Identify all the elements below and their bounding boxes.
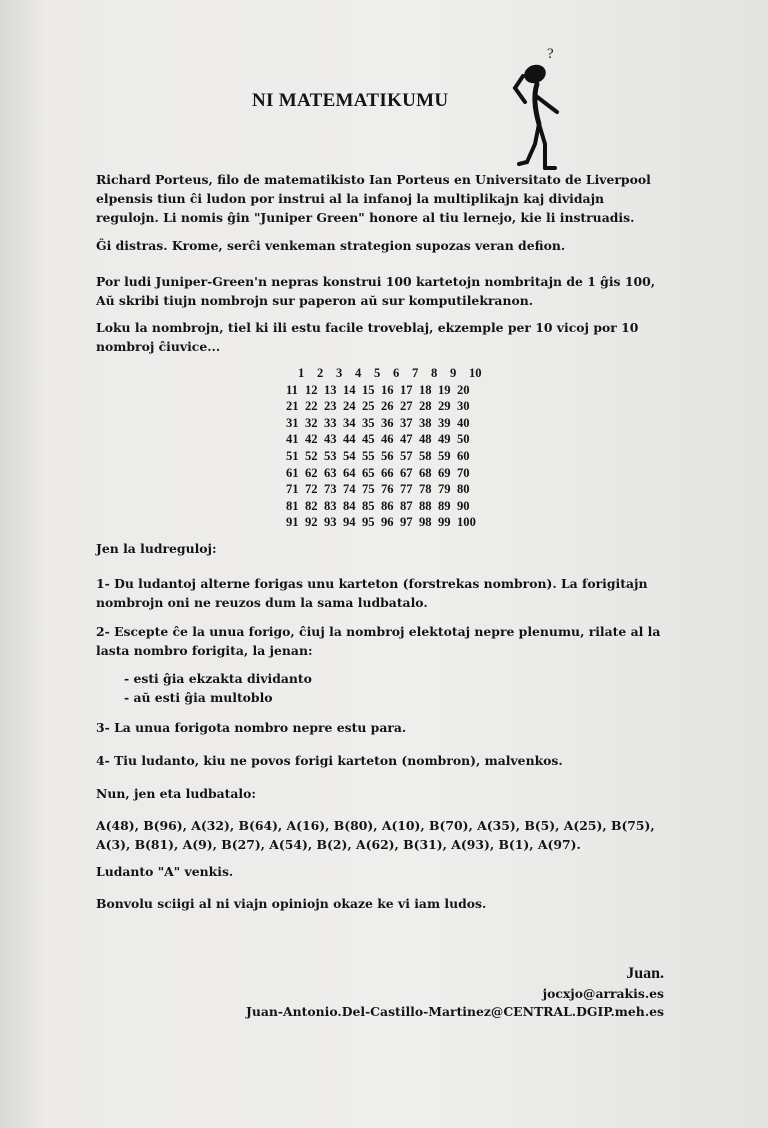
grid-number: 2: [317, 366, 324, 380]
grid-row: [286, 481, 488, 498]
grid-number: 81: [286, 498, 299, 513]
grid-number: 35: [362, 415, 375, 430]
thinking-stick-figure-icon: [505, 40, 575, 175]
grid-number: 75: [362, 482, 375, 497]
grid-number: 19: [438, 382, 451, 397]
grid-row: [286, 514, 488, 531]
grid-row: [286, 498, 488, 515]
grid-number: 90: [457, 498, 470, 513]
grid-number: 97: [400, 515, 413, 530]
grid-number: 12: [305, 382, 318, 397]
grid-number: 28: [419, 399, 432, 414]
grid-number: 61: [286, 465, 299, 480]
number-grid: [286, 365, 488, 531]
signature-email-2: Juan-Antonio.Del-Castillo-Martinez@CENTRAL.DGIP.meh.es: [245, 1004, 664, 1019]
grid-number: 91: [286, 515, 299, 530]
grid-number: 72: [305, 482, 318, 497]
grid-number: 26: [381, 399, 394, 414]
rules-heading: Jen la ludreguloj:: [96, 541, 217, 556]
grid-number: 10: [469, 366, 482, 380]
grid-number: 6: [393, 366, 400, 380]
grid-number: 43: [324, 432, 337, 447]
grid-number: 44: [343, 432, 356, 447]
grid-number: 84: [343, 498, 356, 513]
grid-number: 50: [457, 432, 470, 447]
grid-number: 3: [336, 366, 343, 380]
grid-number: 45: [362, 432, 375, 447]
grid-number: 49: [438, 432, 451, 447]
grid-number: 48: [419, 432, 432, 447]
grid-number: 23: [324, 399, 337, 414]
grid-number: 89: [438, 498, 451, 513]
grid-number: 76: [381, 482, 394, 497]
grid-number: 96: [381, 515, 394, 530]
closing-line: Bonvolu sciigi al ni viajn opiniojn okaze ke vi iam ludos.: [96, 896, 487, 911]
grid-number: 64: [343, 465, 356, 480]
grid-row: [286, 448, 488, 465]
condition-multiple: - aŭ esti ĝia multoblo: [124, 690, 273, 705]
grid-number: 39: [438, 415, 451, 430]
grid-number: 99: [438, 515, 451, 530]
grid-row: [286, 398, 488, 415]
question-mark-glyph: ?: [547, 46, 554, 62]
grid-number: 79: [438, 482, 451, 497]
grid-number: 87: [400, 498, 413, 513]
example-heading: Nun, jen eta ludbatalo:: [96, 786, 256, 801]
grid-number: 67: [400, 465, 413, 480]
grid-number: 52: [305, 448, 318, 463]
grid-number: 100: [457, 515, 476, 530]
grid-number: 93: [324, 515, 337, 530]
grid-number: 5: [374, 366, 381, 380]
grid-number: 15: [362, 382, 375, 397]
intro-paragraph: Richard Porteus, filo de matematikisto Ian Porteus en Universitato de Liverpool elpensis tiun ĉi ludon por instrui al la infanoj la multiplikajn kaj dividajn regulojn. Li nomis ĝin "Juniper Green" honore al tiu lernejo, kie li instruadis.: [96, 172, 651, 225]
grid-number: 17: [400, 382, 413, 397]
grid-number: 37: [400, 415, 413, 430]
grid-number: 77: [400, 482, 413, 497]
grid-number: 92: [305, 515, 318, 530]
grid-number: 25: [362, 399, 375, 414]
grid-number: 13: [324, 382, 337, 397]
grid-number: 32: [305, 415, 318, 430]
grid-number: 58: [419, 448, 432, 463]
grid-number: 4: [355, 366, 362, 380]
grid-number: 1: [298, 366, 305, 380]
grid-number: 51: [286, 448, 299, 463]
grid-row: [286, 382, 488, 399]
grid-number: 95: [362, 515, 375, 530]
grid-number: 14: [343, 382, 356, 397]
grid-row: [286, 431, 488, 448]
grid-row: [286, 465, 488, 482]
grid-number: 24: [343, 399, 356, 414]
locate-paragraph: Loku la nombrojn, tiel ki ili estu facile troveblaj, ekzemple per 10 vicoj por 10 nombroj ĉiuvice...: [96, 320, 639, 354]
grid-number: 94: [343, 515, 356, 530]
rule-4: 4- Tiu ludanto, kiu ne povos forigi karteton (nombron), malvenkos.: [96, 753, 563, 768]
signature-name: Juan.: [626, 965, 664, 982]
grid-number: 11: [286, 382, 298, 397]
grid-number: 9: [450, 366, 457, 380]
condition-divisor: - esti ĝia ekzakta dividanto: [124, 671, 312, 686]
grid-number: 82: [305, 498, 318, 513]
grid-number: 60: [457, 448, 470, 463]
grid-number: 47: [400, 432, 413, 447]
rule-1: 1- Du ludantoj alterne forigas unu karteton (forstrekas nombron). La forigitajn nombrojn oni ne reuzos dum la sama ludbatalo.: [96, 576, 648, 610]
grid-number: 71: [286, 482, 299, 497]
grid-number: 20: [457, 382, 470, 397]
grid-number: 54: [343, 448, 356, 463]
grid-row: [286, 415, 488, 432]
grid-number: 55: [362, 448, 375, 463]
grid-number: 18: [419, 382, 432, 397]
grid-number: 86: [381, 498, 394, 513]
grid-number: 21: [286, 399, 299, 414]
grid-number: 16: [381, 382, 394, 397]
grid-number: 41: [286, 432, 299, 447]
example-game: A(48), B(96), A(32), B(64), A(16), B(80), A(10), B(70), A(35), B(5), A(25), B(75), A(3), B(81), A(9), B(27), A(54), B(2), A(62), B(31), A(93), B(1), A(97).: [96, 818, 655, 852]
grid-number: 68: [419, 465, 432, 480]
grid-number: 40: [457, 415, 470, 430]
grid-row: [286, 365, 488, 382]
grid-number: 57: [400, 448, 413, 463]
article-title: NI MATEMATIKUMU: [252, 90, 449, 111]
rule-2: 2- Escepte ĉe la unua forigo, ĉiuj la nombroj elektotaj nepre plenumu, rilate al la lasta nombro forigita, la jenan:: [96, 624, 661, 658]
grid-number: 65: [362, 465, 375, 480]
grid-number: 78: [419, 482, 432, 497]
grid-number: 22: [305, 399, 318, 414]
grid-number: 33: [324, 415, 337, 430]
grid-number: 36: [381, 415, 394, 430]
grid-number: 53: [324, 448, 337, 463]
grid-number: 80: [457, 482, 470, 497]
grid-number: 46: [381, 432, 394, 447]
grid-number: 63: [324, 465, 337, 480]
grid-number: 8: [431, 366, 438, 380]
grid-number: 27: [400, 399, 413, 414]
grid-number: 73: [324, 482, 337, 497]
grid-number: 88: [419, 498, 432, 513]
grid-number: 74: [343, 482, 356, 497]
grid-number: 34: [343, 415, 356, 430]
grid-number: 42: [305, 432, 318, 447]
grid-number: 31: [286, 415, 299, 430]
signature-email-1: jocxjo@arrakis.es: [542, 986, 664, 1001]
howto-paragraph: Por ludi Juniper-Green'n nepras konstrui 100 kartetojn nombritajn de 1 ĝis 100, Aŭ skribi tiujn nombrojn sur paperon aŭ sur komputilekranon.: [96, 274, 656, 308]
grid-number: 30: [457, 399, 470, 414]
winner-line: Ludanto "A" venkis.: [96, 864, 234, 879]
grid-number: 56: [381, 448, 394, 463]
grid-number: 29: [438, 399, 451, 414]
grid-number: 59: [438, 448, 451, 463]
grid-number: 85: [362, 498, 375, 513]
grid-number: 66: [381, 465, 394, 480]
rule-3: 3- La unua forigota nombro nepre estu para.: [96, 720, 407, 735]
grid-number: 69: [438, 465, 451, 480]
fun-paragraph: Ĝi distras. Krome, serĉi venkeman strategion supozas veran defion.: [96, 238, 566, 253]
grid-number: 62: [305, 465, 318, 480]
grid-number: 7: [412, 366, 419, 380]
grid-number: 83: [324, 498, 337, 513]
grid-number: 98: [419, 515, 432, 530]
grid-number: 70: [457, 465, 470, 480]
grid-number: 38: [419, 415, 432, 430]
